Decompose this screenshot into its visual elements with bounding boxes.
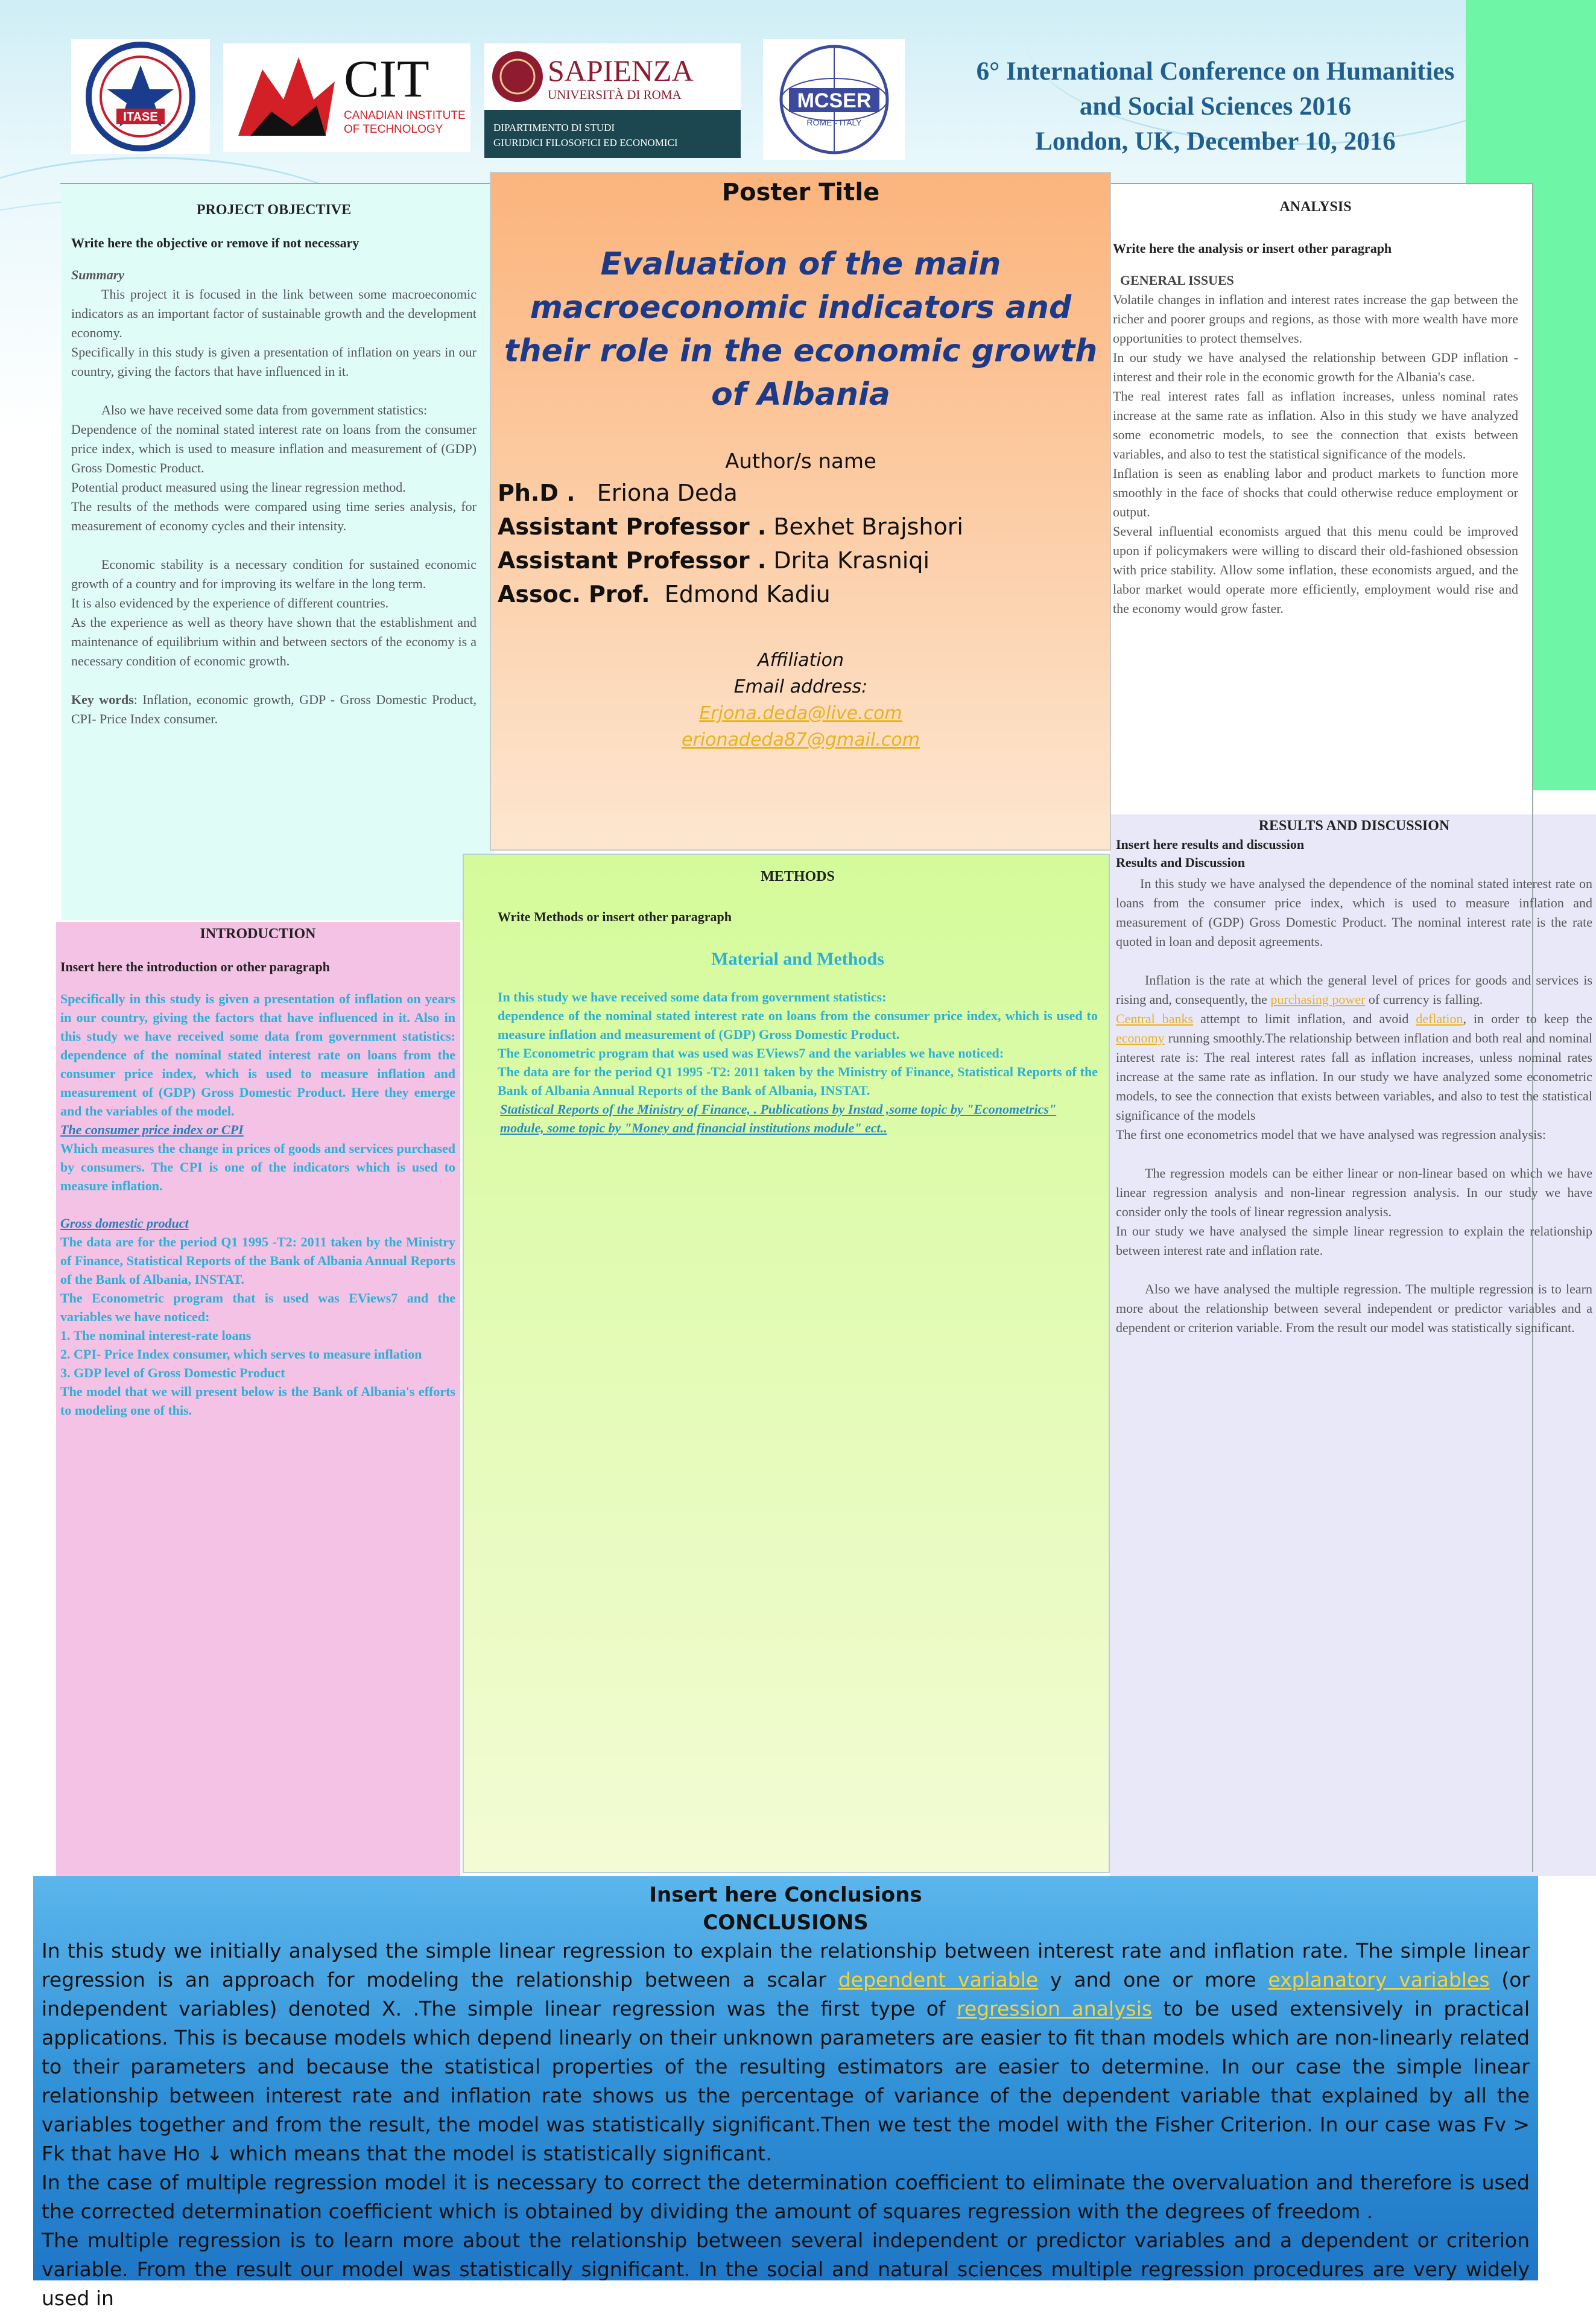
- author-role: Assistant Professor .: [498, 513, 767, 540]
- results-paragraph: In our study we have analysed the simple linear regression to explain the relationship between interest rate and inflation rate.: [1116, 1223, 1592, 1258]
- itase-text: ITASE: [123, 110, 158, 124]
- conclusions-paragraph: [42, 1937, 1530, 2168]
- sapienza-dept-1: DIPARTIMENTO DI STUDI: [493, 122, 615, 133]
- objective-paragraph: This project it is focused in the link between some macroeconomic indicators as an important factor of sustainable growth and the development economy.: [71, 287, 477, 340]
- mcser-text: MCSER: [797, 89, 871, 112]
- conference-title-line-2: and Social Sciences 2016: [1079, 92, 1352, 121]
- sapienza-text: SAPIENZA: [548, 54, 694, 87]
- objective-paragraph: Dependence of the nominal stated interest rate on loans from the consumer price index, which is used to measure inflation and measurement of (GDP) Gross Domestic Product.: [71, 422, 477, 475]
- conclusions-body: [42, 1937, 1530, 2313]
- text-run: In this study we initially analysed the simple linear regression to explain the relationship between interest rate and inflation rate. The simple linear regression is an approach for modeling the relationship between a scalar: [42, 1939, 1530, 1991]
- material-methods-title: Material and Methods: [711, 949, 884, 969]
- objective-paragraph: Economic stability is a necessary condition for sustained economic growth of a country and for improving its welfare in the long term.: [71, 557, 477, 591]
- results-paragraph: [1116, 1009, 1592, 1125]
- author-name: Eriona Deda: [597, 480, 738, 506]
- methods-paragraph: dependence of the nominal stated interest rate on loans from the consumer price index, which is used to measure inflation and measurement of (GDP) Gross Domestic Product.: [498, 1008, 1098, 1042]
- objective-section: [71, 202, 477, 729]
- economy-link[interactable]: economy: [1116, 1030, 1165, 1045]
- text-run: , in order to keep the: [1463, 1011, 1592, 1026]
- cpi-link[interactable]: The consumer price index or CPI: [60, 1122, 244, 1137]
- conclusions-instruction: Insert here Conclusions: [649, 1883, 922, 1907]
- cit-subtitle-2: OF TECHNOLOGY: [344, 122, 443, 136]
- objective-body: [71, 265, 477, 729]
- sapienza-subtitle: UNIVERSITÀ DI ROMA: [548, 87, 682, 102]
- sapienza-dept-2: GIURIDICI FILOSOFICI ED ECONOMICI: [493, 137, 678, 148]
- explanatory-variables-link[interactable]: explanatory variables: [1268, 1968, 1490, 1991]
- introduction-paragraph: Specifically in this study is given a presentation of inflation on years in our country, giving the factors that have influenced in it. Also in this study we have received some data from government statistics: dependence of the nominal stated interest rate on loans from the consumer price index, which is used to measure inflation and measurement of (GDP) Gross Domestic Product. Here they emerge and the variables of the model.: [60, 991, 455, 1118]
- introduction-heading: INTRODUCTION: [200, 926, 316, 942]
- maple-leaf-icon: [226, 45, 467, 151]
- methods-paragraph: The Econometric program that was used was EViews7 and the variables we have noticed:: [498, 1045, 1004, 1061]
- analysis-heading: ANALYSIS: [1279, 199, 1352, 215]
- introduction-body: [60, 989, 455, 1420]
- objective-paragraph: Also we have received some data from government statistics:: [101, 402, 428, 417]
- keywords-label: Key words: [71, 692, 134, 707]
- methods-heading: METHODS: [761, 869, 835, 884]
- conclusions-paragraph: The multiple regression is to learn more about the relationship between several independent or predictor variables and a dependent or criterion variable. From the result our model was statistically significant. In the social and natural sciences multiple regression procedures are very widely used in: [42, 2229, 1530, 2310]
- summary-label: Summary: [71, 267, 125, 282]
- methods-section: [498, 869, 1098, 1137]
- cit-text: CIT: [344, 49, 429, 109]
- text-run: attempt to limit inflation, and avoid: [1193, 1011, 1416, 1026]
- email-label: Email address:: [733, 676, 868, 697]
- objective-paragraph: Potential product measured using the linear regression method.: [71, 480, 406, 495]
- methods-body: [498, 988, 1098, 1100]
- introduction-instruction: Insert here the introduction or other paragraph: [60, 959, 330, 974]
- text-run: Inflation is the rate at which the general level of prices for goods and services is rising and, consequently, the: [1116, 972, 1592, 1007]
- variable-item: 3. GDP level of Gross Domestic Product: [60, 1365, 285, 1380]
- itase-logo: [71, 39, 210, 154]
- mcser-logo: [763, 39, 905, 160]
- text-run: of currency is falling.: [1365, 992, 1483, 1007]
- title-section: [492, 175, 1110, 754]
- keywords: [71, 690, 477, 729]
- text-run: (or independent variables) denoted X. .The simple linear regression was the first type of: [42, 1968, 1530, 2020]
- results-section: [1116, 818, 1592, 1337]
- author-role: Assoc. Prof.: [498, 581, 650, 608]
- affiliation: Affiliation: [757, 650, 844, 671]
- mcser-logo-icon: [765, 41, 904, 159]
- analysis-section: [1113, 199, 1518, 618]
- author-name: Bexhet Brajshori: [773, 513, 963, 540]
- author-role: Assistant Professor .: [498, 547, 767, 574]
- mcser-subtitle: ROME - ITALY: [806, 117, 862, 127]
- author-entry: [498, 544, 1110, 577]
- dependent-variable-link[interactable]: dependent variable: [838, 1968, 1039, 1991]
- analysis-paragraph: In our study we have analysed the relationship between GDP inflation - interest and their role in the economic growth for the Albania's case.: [1113, 350, 1518, 384]
- introduction-paragraph: Which measures the change in prices of goods and services purchased by consumers. The CPI is one of the indicators which is used to measure inflation.: [60, 1141, 455, 1193]
- results-paragraph: In this study we have analysed the dependence of the nominal stated interest rate on loans from the consumer price index, which is used to measure inflation and measurement of (GDP) Gross Domestic Product. The nominal interest rate is the rate quoted in loan and deposit agreements.: [1116, 876, 1592, 949]
- email-link[interactable]: Erjona.deda@live.com: [699, 703, 902, 724]
- objective-heading: PROJECT OBJECTIVE: [196, 202, 352, 218]
- analysis-paragraph: Volatile changes in inflation and interest rates increase the gap between the richer and poorer groups and regions, as those with more wealth have more opportunities to protect themselves.: [1113, 292, 1518, 346]
- regression-analysis-link[interactable]: regression analysis: [957, 1997, 1153, 2020]
- objective-paragraph: The results of the methods were compared using time series analysis, for measurement of economy cycles and their intensity.: [71, 499, 477, 533]
- methods-instruction: Write Methods or insert other paragraph: [498, 909, 732, 924]
- conclusions-heading: CONCLUSIONS: [703, 1911, 869, 1935]
- results-instruction: Insert here results and discussion: [1116, 837, 1305, 852]
- analysis-body: [1113, 271, 1518, 618]
- analysis-instruction: Write here the analysis or insert other paragraph: [1113, 241, 1392, 256]
- conference-title: [911, 54, 1520, 159]
- poster-title: Evaluation of the main macroeconomic indicators and their role in the economic growth of Albania: [504, 246, 1098, 413]
- central-banks-link[interactable]: Central banks: [1116, 1011, 1194, 1026]
- poster-title-label: Poster Title: [721, 179, 880, 206]
- conclusions-section: [33, 1876, 1538, 2313]
- deflation-link[interactable]: deflation: [1416, 1011, 1463, 1026]
- methods-paragraph: The data are for the period Q1 1995 -T2: 2011 taken by the Ministry of Finance, Statistical Reports of the Bank of Albania Annual Reports of the Bank of Albania, INSTAT.: [498, 1064, 1098, 1098]
- keywords-text: : Inflation, economic growth, GDP - Gross Domestic Product, CPI- Price Index consumer.: [71, 692, 477, 726]
- variable-item: 2. CPI- Price Index consumer, which serves to measure inflation: [60, 1347, 422, 1362]
- results-paragraph: Also we have analysed the multiple regression. The multiple regression is to learn more about the relationship between several independent or predictor variables and a dependent or criterion variable. From the result our model was statistically significant.: [1116, 1281, 1592, 1335]
- analysis-paragraph: The real interest rates fall as inflation increases, unless nominal rates increase at the same rate as inflation. Also in this study we have analyzed some econometric models, to see the connection that exists between variables, and also to test the statistical significance of the models.: [1113, 389, 1518, 462]
- analysis-sub: GENERAL ISSUES: [1120, 273, 1234, 288]
- objective-instruction: Write here the objective or remove if not necessary: [71, 235, 359, 250]
- results-paragraph: [1116, 971, 1592, 1009]
- authors-label: Author/s name: [725, 449, 876, 474]
- author-name: Drita Krasniqi: [773, 547, 930, 574]
- conference-title-line-3: London, UK, December 10, 2016: [1035, 127, 1396, 156]
- authors-list: [498, 476, 1110, 611]
- cit-subtitle-1: CANADIAN INSTITUTE: [344, 109, 466, 122]
- conference-title-line-1: 6° International Conference on Humanities: [976, 57, 1455, 86]
- text-run: y and one or more: [1038, 1968, 1268, 1991]
- results-paragraph: The first one econometrics model that we have analysed was regression analysis:: [1116, 1127, 1546, 1142]
- analysis-paragraph: Inflation is seen as enabling labor and product markets to function more smoothly in the face of shocks that could otherwise reduce employment or output.: [1113, 466, 1518, 519]
- introduction-paragraph: The model that we will present below is the Bank of Albania's efforts to modeling one of this.: [60, 1384, 455, 1418]
- conclusions-paragraph: In the case of multiple regression model it is necessary to correct the determination coefficient to eliminate the overvaluation and therefore is used the corrected determination coefficient which is obtained by dividing the amount of squares regression with the degrees of freedom .: [42, 2171, 1530, 2223]
- sapienza-logo-icon: [484, 43, 741, 158]
- introduction-section: [60, 926, 455, 1420]
- author-entry: [498, 476, 1110, 510]
- objective-paragraph: Specifically in this study is given a presentation of inflation on years in our country, giving the factors that have influenced in it.: [71, 344, 477, 379]
- conclusions-panel: [33, 1876, 1538, 2310]
- results-body: [1116, 874, 1592, 1337]
- objective-paragraph: It is also evidenced by the experience of different countries.: [71, 595, 389, 611]
- text-run: running smoothly.The relationship between inflation and both real and nominal interest rate is: The real interest rates fall as inflation increases, unless nominal rates increase at the same rate as inflation. In our study we have analyzed some econometric models, to see the connection that exists between variables, and also to test the statistical significance of the models: [1116, 1030, 1592, 1123]
- results-sub: Results and Discussion: [1116, 855, 1245, 870]
- author-entry: [498, 510, 1110, 544]
- statistical-reports-link[interactable]: Statistical Reports of the Ministry of Finance, . Publications by Instad ,some topic by "Econometrics" module, some topic by "Money and financial institutions module" ect..: [500, 1102, 1057, 1135]
- author-entry: [498, 577, 1110, 611]
- results-heading: RESULTS AND DISCUSSION: [1258, 818, 1450, 834]
- text-run: to be used extensively in practical applications. This is because models which depend linearly on their unknown parameters are easier to fit than models which are non-linearly related to their parameters and because the statistical properties of the resulting estimators are easier to determine. In our case the simple linear relationship between interest rate and inflation rate shows us the percentage of variance of the dependent variable that explained by all the variables together and from the result, the model was statistically significant.Then we test the model with the Fisher Criterion. In our case was Fv > Fk that have Ho ↓ which means that the model is statistically significant.: [42, 1997, 1530, 2165]
- email-link[interactable]: erionadeda87@gmail.com: [682, 729, 920, 750]
- gdp-link[interactable]: Gross domestic product: [60, 1216, 189, 1231]
- results-paragraph: The regression models can be either linear or non-linear based on which we have linear regression analysis and non-linear regression analysis. In our study we have consider only the tools of linear regression analysis.: [1116, 1166, 1592, 1219]
- author-role: Ph.D .: [498, 480, 575, 506]
- objective-paragraph: As the experience as well as theory have shown that the establishment and maintenance of equilibrium within and between sectors of the economy is a necessary condition of economic growth.: [71, 615, 477, 668]
- analysis-paragraph: Several influential economists argued that this menu could be improved upon if policymakers were willing to discard their old-fashioned obsession with price stability. Allow some inflation, these economists argued, and the labor market would operate more efficiently, employment would rise and the economy would grow faster.: [1113, 524, 1518, 616]
- methods-paragraph: In this study we have received some data from government statistics:: [498, 989, 887, 1004]
- sapienza-logo: [484, 43, 741, 158]
- itase-logo-icon: [74, 41, 207, 153]
- author-name: Edmond Kadiu: [664, 581, 831, 608]
- introduction-paragraph: The Econometric program that is used was EViews7 and the variables we have noticed:: [60, 1290, 455, 1324]
- purchasing-power-link[interactable]: purchasing power: [1270, 992, 1366, 1007]
- cit-logo: [223, 43, 470, 152]
- introduction-paragraph: The data are for the period Q1 1995 -T2: 2011 taken by the Ministry of Finance, Statistical Reports of the Bank of Albania Annual Reports of the Bank of Albania, INSTAT.: [60, 1234, 455, 1287]
- variable-item: 1. The nominal interest-rate loans: [60, 1328, 252, 1343]
